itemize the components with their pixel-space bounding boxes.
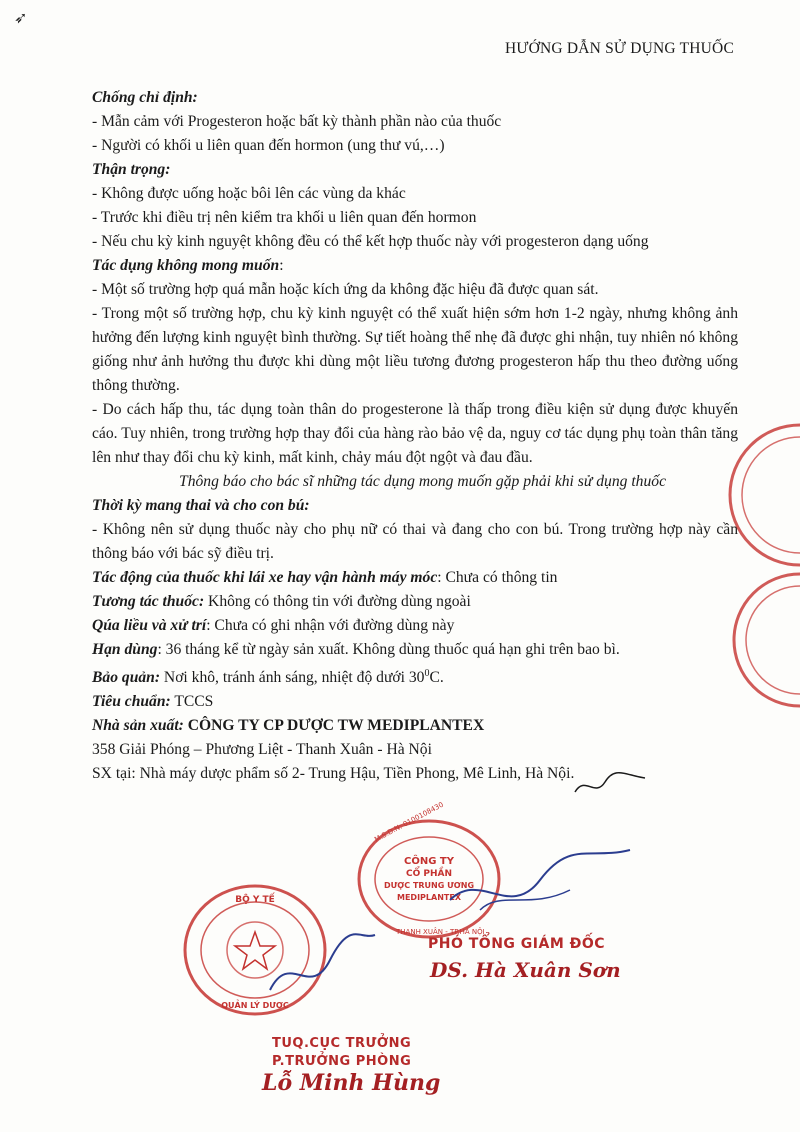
side-effects-heading-suffix: :: [279, 257, 284, 274]
svg-text:DƯỢC TRUNG ƯƠNG: DƯỢC TRUNG ƯƠNG: [383, 881, 475, 890]
caution-line: - Trước khi điều trị nên kiểm tra khối u liên quan đến hormon: [92, 209, 477, 226]
page-header-title: HƯỚNG DẪN SỬ DỤNG THUỐC: [504, 40, 734, 57]
manufacturer-company: CÔNG TY CP DƯỢC TW MEDIPLANTEX: [183, 717, 485, 735]
deputy-director-title: PHÓ TỔNG GIÁM ĐỐC: [428, 936, 606, 952]
manufacturer-factory: SX tại: Nhà máy dược phẩm số 2- Trung Hậu, Tiền Phong, Mê Linh, Hà Nội.: [92, 765, 575, 783]
margin-stamp-icon: [690, 420, 800, 570]
pregnancy-heading: Thời kỳ mang thai và cho con bú:: [92, 497, 310, 514]
overdose-label: Qúa liều và xử trí: [92, 617, 207, 634]
deputy-director-name: DS. Hà Xuân Sơn: [430, 958, 621, 982]
driving-value: : Chưa có thông tin: [437, 569, 558, 586]
side-effects-heading: Tác dụng không mong muốn: [92, 257, 280, 274]
storage-label: Bảo quản:: [92, 669, 161, 687]
svg-text:MEDIPLANTEX: MEDIPLANTEX: [397, 893, 461, 902]
svg-text:THANH XUÂN - TP.HÀ NỘI: THANH XUÂN - TP.HÀ NỘI: [396, 928, 485, 936]
interaction-label: Tương tác thuốc:: [92, 593, 205, 610]
signature-right-icon: [440, 840, 640, 930]
svg-text:BỘ Y TẾ: BỘ Y TẾ: [235, 895, 275, 905]
storage-value: Nơi khô, tránh ánh sáng, nhiệt độ dưới 30: [160, 669, 425, 687]
svg-text:CỔ PHẦN: CỔ PHẦN: [405, 869, 453, 879]
caution-line: - Nếu chu kỳ kinh nguyệt không đều có thể kết hợp thuốc này với progesteron dạng uống: [92, 233, 649, 250]
overdose-value: : Chưa có ghi nhận với đường dùng này: [206, 617, 455, 634]
standard-row: [92, 690, 738, 714]
contraindications-heading: Chống chỉ định:: [92, 89, 198, 106]
caution-line: - Không được uống hoặc bôi lên các vùng da khác: [92, 185, 406, 202]
overdose-row: [92, 614, 738, 638]
expiry-label: Hạn dùng: [92, 641, 158, 658]
driving-label: Tác động của thuốc khi lái xe hay vận hành máy móc: [92, 569, 438, 586]
side-effects-heading-row: [92, 254, 738, 278]
standard-value: TCCS: [170, 693, 214, 711]
authorizer-name: Lỗ Minh Hùng: [262, 1070, 441, 1096]
side-effects-notice: Thông báo cho bác sĩ những tác dụng mong muốn gặp phải khi sử dụng thuốc: [179, 473, 666, 490]
authorization-line-1: TUQ.CỤC TRƯỞNG: [272, 1036, 412, 1051]
side-effect-line: - Do cách hấp thu, tác dụng toàn thân do progesterone là thấp trong điều kiện sử dụng được khuyến cáo. Tuy nhiên, trong trường hợp thay đổi của hàng rào bảo vệ da, nguy cơ tác dụng phụ toàn thân tăng lên như thay đổi chu kỳ kinh, mất kinh, chảy máu đột ngột và đau đầu.: [92, 401, 738, 466]
svg-text:QUẢN LÝ DƯỢC: QUẢN LÝ DƯỢC: [221, 1001, 289, 1010]
manufacturer-address: 358 Giải Phóng – Phương Liệt - Thanh Xuân - Hà Nội: [92, 741, 432, 759]
pen-mark-icon: ➶: [14, 10, 28, 27]
margin-stamp-icon: [705, 570, 800, 710]
interaction-value: Không có thông tin với đường dùng ngoài: [204, 593, 471, 610]
interaction-row: [92, 590, 738, 614]
manufacturer-label: Nhà sản xuất:: [92, 717, 184, 735]
contraindication-line: - Người có khối u liên quan đến hormon (ung thư vú,…): [92, 137, 445, 154]
manufacturer-row: [92, 714, 738, 738]
storage-degree: 0: [424, 668, 430, 679]
storage-value-end: C.: [429, 669, 444, 687]
authorization-line-2: P.TRƯỞNG PHÒNG: [272, 1054, 412, 1069]
contraindication-line: - Mẫn cảm với Progesteron hoặc bất kỳ thành phần nào của thuốc: [92, 113, 502, 130]
expiry-row: [92, 638, 738, 662]
side-effect-line: - Một số trường hợp quá mẫn hoặc kích ứng da không đặc hiệu đã được quan sát.: [92, 281, 599, 298]
svg-text:M.S.D.N: 0100108430: M.S.D.N: 0100108430: [373, 800, 445, 844]
driving-row: [92, 566, 738, 590]
storage-row: [92, 662, 738, 690]
side-effect-line: - Trong một số trường hợp, chu kỳ kinh nguyệt có thể xuất hiện sớm hơn 1-2 ngày, nhưng không ảnh hưởng đến lượng kinh nguyệt bình thường. Sự tiết hoàng thể nhẹ đã được ghi nhận, tuy nhiên nó không giống như ảnh hưởng thu được khi dùng một liều tương đương progesteron hấp thu theo đường uống thông thường.: [92, 305, 738, 394]
handwritten-initial-icon: [570, 770, 650, 800]
document-body: [92, 86, 738, 786]
standard-label: Tiêu chuẩn:: [92, 693, 171, 711]
signature-left-icon: [260, 930, 380, 1010]
pregnancy-line: - Không nên sử dụng thuốc này cho phụ nữ có thai và đang cho con bú. Trong trường hợp này cần thông báo với bác sỹ điều trị.: [92, 521, 738, 562]
expiry-value: : 36 tháng kể từ ngày sản xuất. Không dùng thuốc quá hạn ghi trên bao bì.: [157, 641, 620, 658]
caution-heading: Thận trọng:: [92, 161, 171, 178]
svg-text:CÔNG TY: CÔNG TY: [404, 856, 454, 867]
